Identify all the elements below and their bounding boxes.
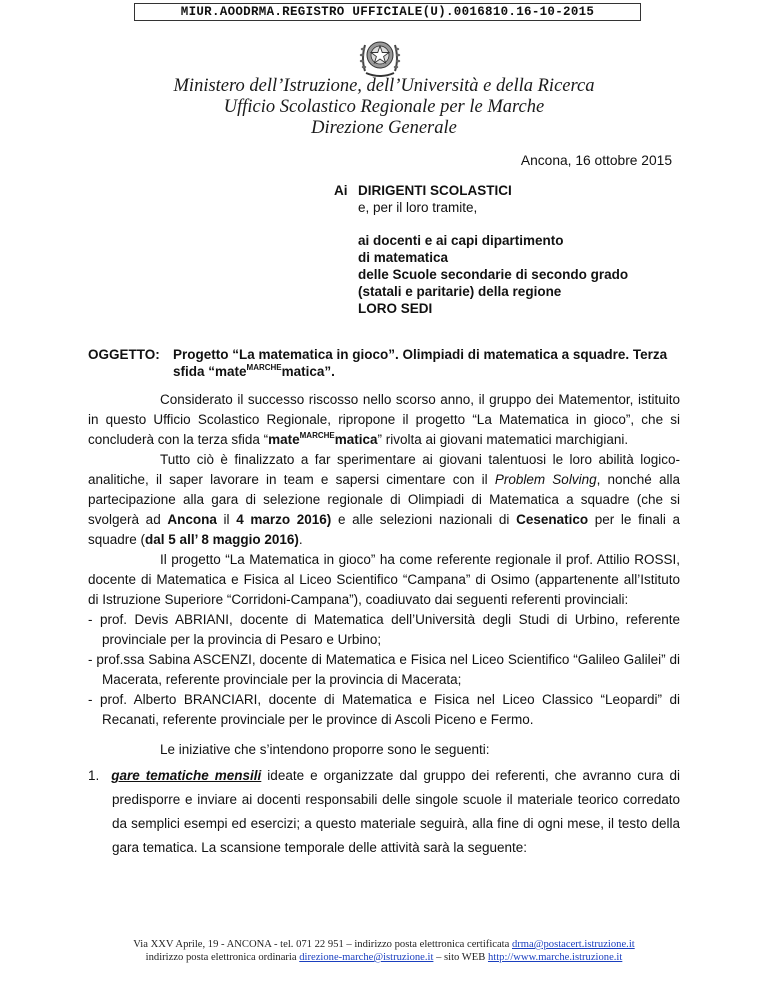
addressee-prefix: Ai: [334, 183, 348, 198]
website-link[interactable]: http://www.marche.istruzione.it: [487, 952, 623, 963]
protocol-stamp: MIUR.AOODRMA.REGISTRO UFFICIALE(U).0016810.16-10-2015: [134, 3, 641, 21]
page-footer: Via XXV Aprile, 19 - ANCONA - tel. 071 22 951 – indirizzo posta elettronica certificata drma@postacert.istruzione.it indirizzo posta elettronica ordinaria direzione-marche@istruzione.it – sito WEB http://www.marche.istruzione.it: [133, 939, 635, 963]
office-name: Ufficio Scolastico Regionale per le Marche: [223, 97, 545, 117]
subject-label: OGGETTO:: [88, 347, 160, 362]
list-item: - prof. Alberto BRANCIARI, docente di Matematica e Fisica nel Liceo Classico “Leopardi” di Recanati, referente provinciale per le province di Ascoli Piceno e Fermo.: [88, 692, 680, 727]
addressee-line: (statali e paritarie) della regione: [358, 284, 562, 299]
list-item: - prof. Devis ABRIANI, docente di Matematica dell’Università degli Studi di Urbino, referente provinciale per la provincia di Pesaro e Urbino;: [88, 612, 680, 647]
subject-text: Progetto “La matematica in gioco”. Olimpiadi di matematica a squadre. Terza sfida “mate$^{MARCHE}$matica”.: [173, 347, 668, 379]
addressee-line: DIRIGENTI SCOLASTICI: [358, 183, 512, 198]
direction-name: Direzione Generale: [311, 118, 457, 138]
addressee-block: [334, 182, 680, 317]
addressee-line: ai docenti e ai capi dipartimento: [358, 233, 564, 248]
list-item: - prof.ssa Sabina ASCENZI, docente di Matematica e Fisica nel Liceo Scientifico “Galileo Galilei” di Macerata, referente provinciale per la provincia di Macerata;: [88, 652, 680, 687]
subject-block: [88, 346, 678, 380]
letterhead: [0, 76, 768, 139]
list-item: 1. gare tematiche mensili ideate e organizzate dal gruppo dei referenti, che avranno cura di predisporre e inviare ai docenti responsabili delle singole scuole il materiale teorico corredato da semplici esempi ed esercizi; a questo materiale seguirà, alla fine di ogni mese, il testo della gara tematica. La scansione temporale delle attività sarà la seguente:: [88, 768, 680, 855]
paragraph: Tutto ciò è finalizzato a far sperimentare ai giovani talentuosi le loro abilità logico-analitiche, il saper lavorare in team e sapersi cimentare con il Problem Solving, nonché alla partecipazione alla gara di selezione regionale di Olimpiadi di Matematica a squadre (che si svolgerà ad Ancona il 4 marzo 2016) e alle selezioni nazionali di Cesenatico per le finali a squadre (dal 5 all’ 8 maggio 2016).: [88, 452, 681, 547]
addressee-line: e, per il loro tramite,: [358, 200, 478, 215]
addressee-line: di matematica: [358, 250, 449, 265]
italian-republic-emblem: [357, 31, 403, 81]
letter-body: [88, 390, 680, 860]
email-link[interactable]: direzione-marche@istruzione.it: [299, 952, 434, 963]
pec-email-link[interactable]: drma@postacert.istruzione.it: [511, 939, 635, 950]
paragraph: Considerato il successo riscosso nello scorso anno, il gruppo dei Matementor, istituito in questo Ufficio Scolastico Regionale, ripropone il progetto “La Matematica in gioco”, che si concluderà con la terza sfida “mate$^{MARCHE}$matica” rivolta ai giovani matematici marchigiani.: [88, 392, 680, 447]
ministry-name: Ministero dell’Istruzione, dell’Università e della Ricerca: [173, 76, 595, 96]
addressee-line: delle Scuole secondarie di secondo grado: [358, 267, 629, 282]
paragraph: Le iniziative che s’intendono proporre sono le seguenti:: [160, 742, 490, 757]
letter-date: Ancona, 16 ottobre 2015: [520, 153, 672, 168]
addressee-line: LORO SEDI: [358, 301, 433, 316]
paragraph: Il progetto “La Matematica in gioco” ha come referente regionale il prof. Attilio ROSSI, docente di Matematica e Fisica al Liceo Scientifico “Campana” di Osimo (appartenente all’Istituto di Istruzione Superiore “Corridoni-Campana”), coadiuvato dai seguenti referenti provinciali:: [88, 552, 680, 607]
